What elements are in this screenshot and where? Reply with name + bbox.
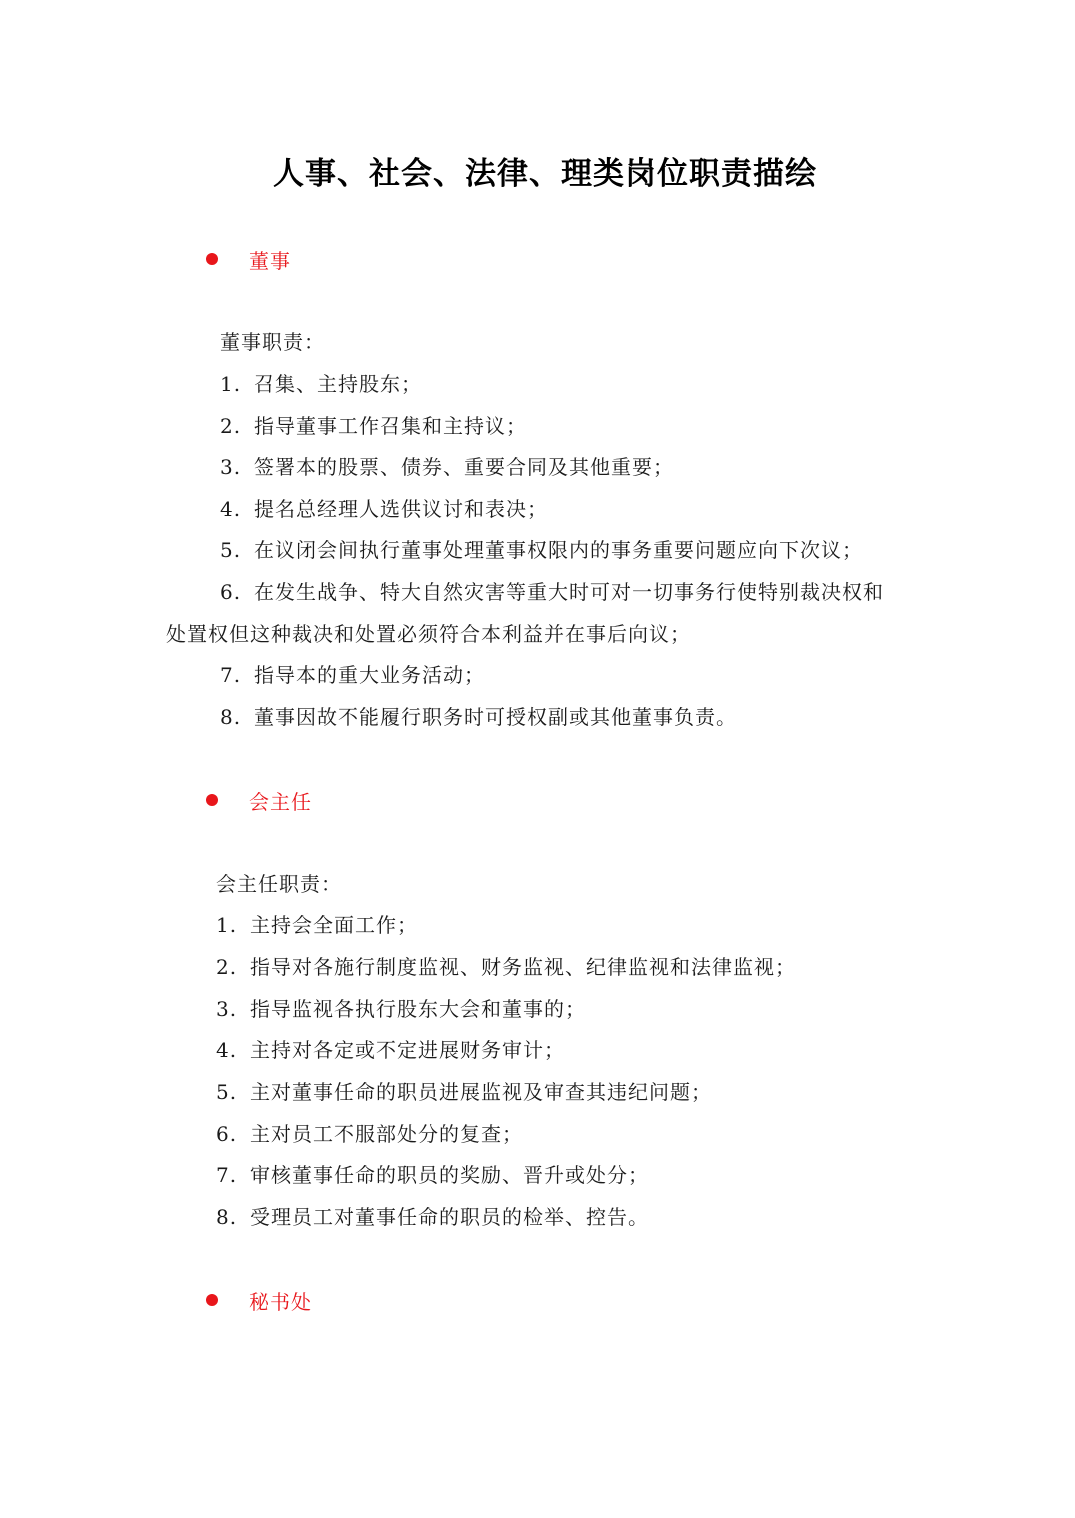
item-number: 3. [220, 455, 242, 479]
section-heading-chair [206, 785, 312, 815]
item-text: 在议闭会间执行董事处理董事权限内的事务重要问题应向下次议； [254, 538, 863, 562]
list-item [216, 952, 796, 982]
item-text: 主对员工不服部处分的复查； [250, 1122, 523, 1146]
item-number: 7. [216, 1163, 238, 1187]
list-item [220, 702, 737, 732]
section-heading-text: 秘书处 [249, 1289, 312, 1314]
item-text: 指导监视各执行股东大会和董事的； [250, 997, 586, 1021]
item-number: 7. [220, 663, 242, 687]
item-number: 1. [220, 372, 242, 396]
item-number: 4. [220, 497, 242, 521]
list-item [220, 494, 548, 524]
list-item [216, 910, 418, 940]
item-text: 指导对各施行制度监视、财务监视、纪律监视和法律监视； [250, 955, 796, 979]
list-item [220, 411, 527, 441]
list-item [216, 1119, 523, 1149]
item-number: 6. [220, 580, 242, 604]
item-text: 主持会全面工作； [250, 913, 418, 937]
list-item [220, 535, 863, 565]
item-number: 4. [216, 1038, 238, 1062]
item-text: 指导董事工作召集和主持议； [254, 414, 527, 438]
item-text: 主持对各定或不定进展财务审计； [250, 1038, 565, 1062]
item-text: 受理员工对董事任命的职员的检举、控告。 [250, 1205, 649, 1229]
list-item-continuation: 处置权但这种裁决和处置必须符合本利益并在事后向议； [166, 622, 691, 646]
item-number: 1. [216, 913, 238, 937]
section-heading-directors [206, 244, 291, 274]
list-item [216, 994, 586, 1024]
section-heading-text: 会主任 [249, 789, 312, 814]
item-text: 主对董事任命的职员进展监视及审查其违纪问题； [250, 1080, 712, 1104]
item-text: 提名总经理人选供议讨和表决； [254, 497, 548, 521]
list-item [216, 1202, 649, 1232]
list-item [216, 1077, 712, 1107]
list-item [220, 660, 485, 690]
section-heading-text: 董事 [249, 248, 291, 273]
item-text: 指导本的重大业务活动； [254, 663, 485, 687]
item-text: 召集、主持股东； [254, 372, 422, 396]
bullet-icon [206, 1294, 218, 1306]
list-item [220, 577, 884, 607]
item-number: 5. [216, 1080, 238, 1104]
item-number: 6. [216, 1122, 238, 1146]
list-item [220, 452, 674, 482]
section-heading-secretariat [206, 1285, 312, 1315]
item-text: 审核董事任命的职员的奖励、晋升或处分； [250, 1163, 649, 1187]
item-number: 3. [216, 997, 238, 1021]
list-item [216, 1160, 649, 1190]
section-intro: 会主任职责： [216, 872, 342, 896]
item-text: 董事因故不能履行职务时可授权副或其他董事负责。 [254, 705, 737, 729]
item-number: 8. [216, 1205, 238, 1229]
page-title: 人事、社会、法律、理类岗位职责描绘 [273, 156, 817, 192]
bullet-icon [206, 794, 218, 806]
item-number: 8. [220, 705, 242, 729]
bullet-icon [206, 253, 218, 265]
section-intro: 董事职责： [220, 330, 325, 354]
item-number: 2. [220, 414, 242, 438]
item-number: 5. [220, 538, 242, 562]
item-number: 2. [216, 955, 238, 979]
item-text: 在发生战争、特大自然灾害等重大时可对一切事务行使特别裁决权和 [254, 580, 884, 604]
item-text: 签署本的股票、债券、重要合同及其他重要； [254, 455, 674, 479]
list-item [220, 369, 422, 399]
list-item [216, 1035, 565, 1065]
